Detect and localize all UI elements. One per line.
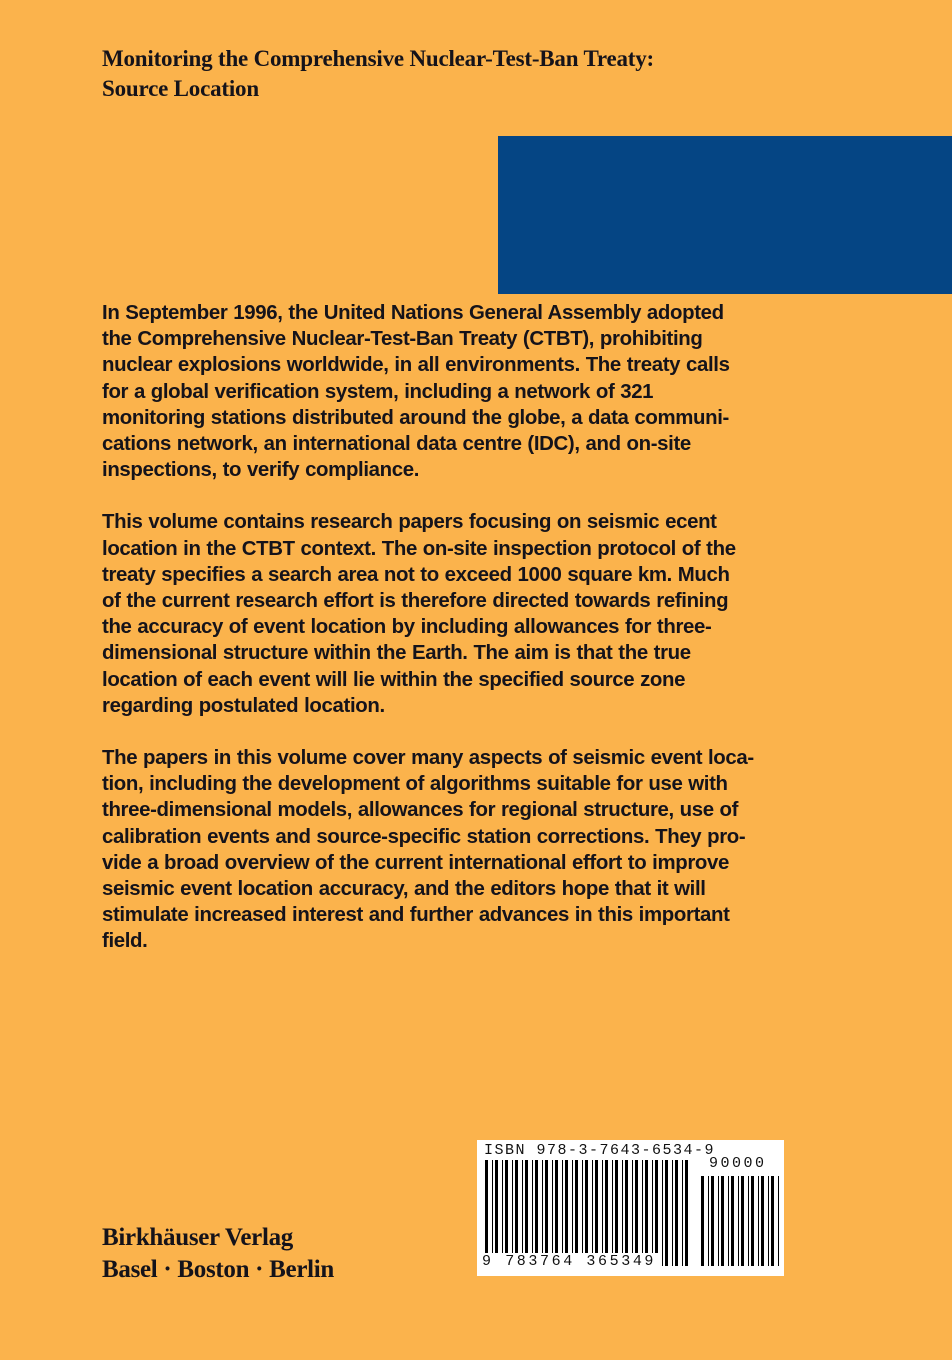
- description-line: monitoring stations distributed around the globe, a data communi-: [102, 406, 729, 429]
- description-line: location in the CTBT context. The on-site inspection protocol of the: [102, 537, 736, 560]
- description-line: treaty specifies a search area not to exceed 1000 square km. Much: [102, 563, 730, 586]
- description-line: of the current research effort is therefore directed towards refining: [102, 590, 729, 613]
- description-line: the Comprehensive Nuclear-Test-Ban Treaty (CTBT), prohibiting: [102, 328, 703, 351]
- description-line: nuclear explosions worldwide, in all environments. The treaty calls: [102, 354, 730, 377]
- ean-number: 9 783764 365349: [482, 1253, 657, 1270]
- description-line: The papers in this volume cover many aspects of seismic event loca-: [102, 747, 754, 770]
- description-paragraph: [102, 509, 782, 719]
- publisher-name: Birkhäuser Verlag: [102, 1224, 293, 1251]
- title-line-1: Monitoring the Comprehensive Nuclear-Test-Ban Treaty:: [102, 46, 655, 71]
- book-title: [102, 44, 862, 104]
- description-line: location of each event will lie within the specified source zone: [102, 668, 686, 691]
- description-line: In September 1996, the United Nations General Assembly adopted: [102, 302, 724, 324]
- description-line: field.: [102, 930, 148, 953]
- description-line: calibration events and source-specific station corrections. They pro-: [102, 825, 746, 848]
- blue-decorative-block: [498, 136, 952, 294]
- description-line: regarding postulated location.: [102, 694, 385, 717]
- description-line: the accuracy of event location by including allowances for three-: [102, 616, 712, 639]
- cover-description: [102, 300, 782, 981]
- description-line: for a global verification system, including a network of 321: [102, 380, 654, 403]
- publisher-block: [102, 1222, 334, 1286]
- description-line: dimensional structure within the Earth. The aim is that the true: [102, 642, 691, 665]
- description-line: This volume contains research papers focusing on seismic ecent: [102, 511, 717, 534]
- description-line: stimulate increased interest and further advances in this important: [102, 904, 730, 927]
- isbn-label: ISBN 978-3-7643-6534-9: [484, 1142, 716, 1159]
- description-line: vide a broad overview of the current international effort to improve: [102, 851, 730, 874]
- isbn-barcode: [477, 1140, 784, 1276]
- publisher-cities: Basel · Boston · Berlin: [102, 1256, 335, 1283]
- title-line-2: Source Location: [102, 76, 259, 101]
- description-line: cations network, an international data centre (IDC), and on-site: [102, 433, 691, 456]
- description-line: tion, including the development of algorithms suitable for use with: [102, 773, 728, 796]
- description-line: three-dimensional models, allowances for regional structure, use of: [102, 799, 739, 822]
- description-line: seismic event location accuracy, and the editors hope that it will: [102, 878, 706, 901]
- description-paragraph: [102, 300, 782, 483]
- description-paragraph: [102, 745, 782, 955]
- price-code: 90000: [709, 1155, 767, 1172]
- description-line: inspections, to verify compliance.: [102, 459, 420, 482]
